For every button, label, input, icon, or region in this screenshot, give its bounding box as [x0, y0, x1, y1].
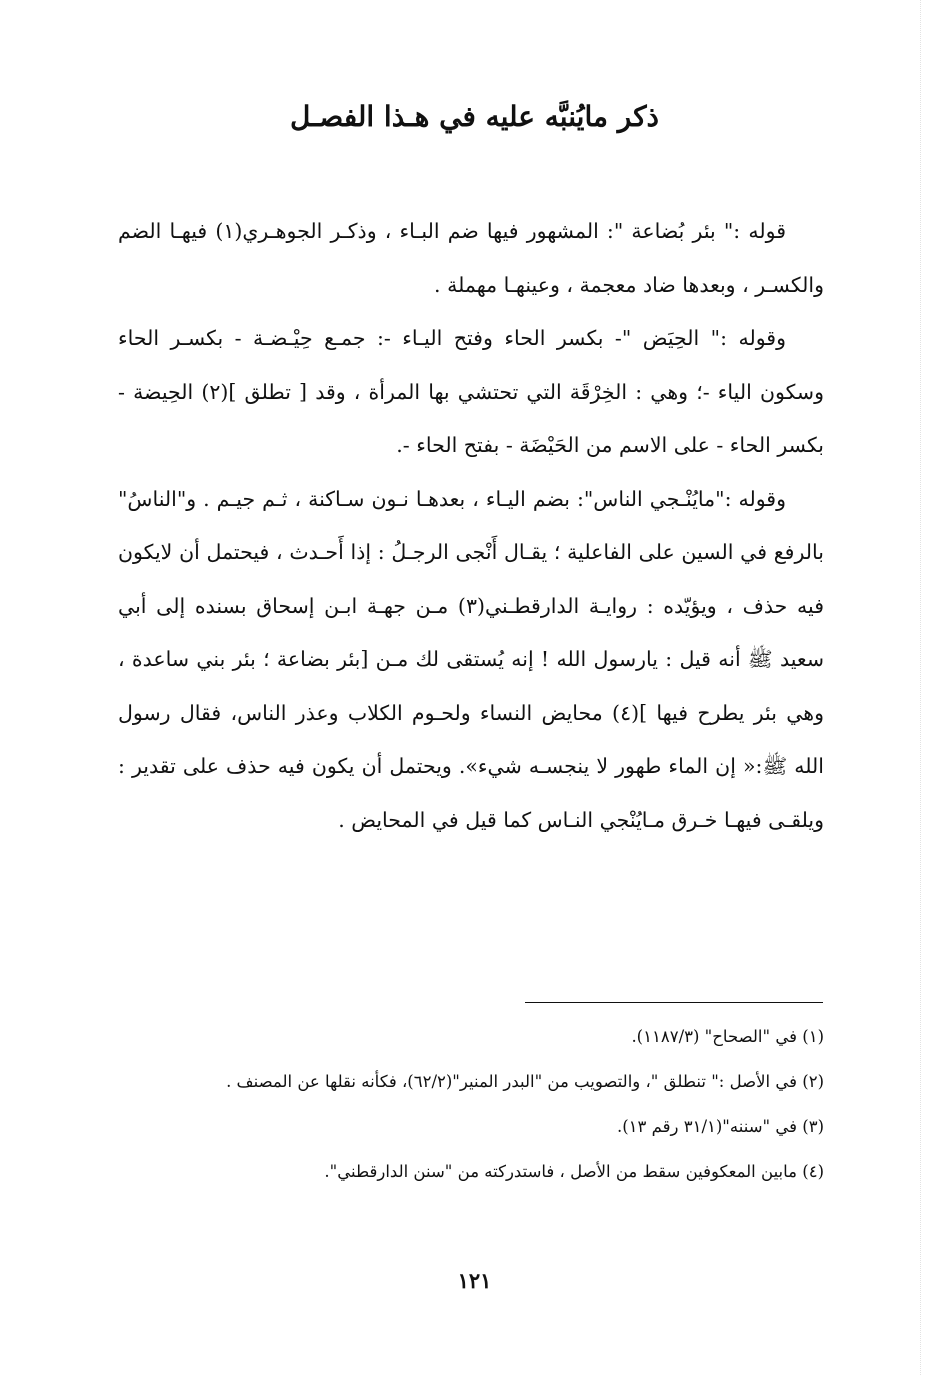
page-number: ١٢١ [457, 1268, 492, 1293]
scan-edge-shadow [920, 0, 949, 1375]
paragraph: وقوله :"مايُنْـجي الناس": بضم اليـاء ، بعدهـا نـون سـاكنة ، ثـم جيـم . و"الناسُ" بالرفع في السين على الفاعلية ؛ يقـال أَنْجى الرجـلُ : إذا أَحـدث ، فيحتمل أن لايكون فيه حذف ، ويؤيّده : روايـة الدارقطـني(٣) مـن جهـة ابـن إسحاق بسنده إلى أبي سعيد ﷺ أنه قيل : يارسول الله ! إنه يُستقى لك مـن [بئر بضاعة ؛ بئر بني ساعدة ، وهي بئر يطرح فيها ](٤) محايض النساء ولحـوم الكلاب وعذر الناس، فقال رسول الله ﷺ:« إن الماء طهور لا ينجسـه شيء». ويحتمل أن يكون فيه حذف على تقدير : ويلقـى فيهـا خـرق مـايُنْجي النـاس كما قيل في المحايض . [118, 486, 824, 832]
footnote-divider [525, 1002, 823, 1003]
footnote: (٤) مابين المعكوفين سقط من الأصل ، فاستدركته من "سنن الدارقطني". [324, 1162, 824, 1181]
paragraph: وقوله :" الحِيَض "- بكسر الحاء وفتح اليـاء -: جمـع حِيْـضـة - بكسـر الحاء وسكون الياء -؛ وهي : الخِرْقَة التي تحتشي بها المرأة ، وقد [ تطلق ](٢) الحِيضة - بكسر الحاء - على الاسم من الحَيْضَة - بفتح الحاء -. [118, 326, 824, 457]
footnote: (٢) في الأصل :" تنطلق "، والتصويب من "البدر المنير"(٦٢/٢)، فكأنه نقلها عن المصنف . [226, 1072, 824, 1091]
footnote: (٣) في "سننه"(٣١/١ رقم ١٣). [616, 1117, 824, 1136]
footnotes [118, 1014, 824, 1194]
body-text [118, 205, 824, 847]
paragraph: قوله :" بئر بُضاعة ": المشهور فيها ضم البـاء ، وذكـر الجوهـري(١) فيهـا الضم والكسـر ، وبعدها ضاد معجمة ، وعينهـا مهملة . [118, 219, 824, 297]
section-title: ذكر مايُنبَّه عليه في هـذا الفصـل [290, 100, 659, 133]
footnote: (١) في "الصحاح" (١١٨٧/٣). [631, 1027, 824, 1046]
